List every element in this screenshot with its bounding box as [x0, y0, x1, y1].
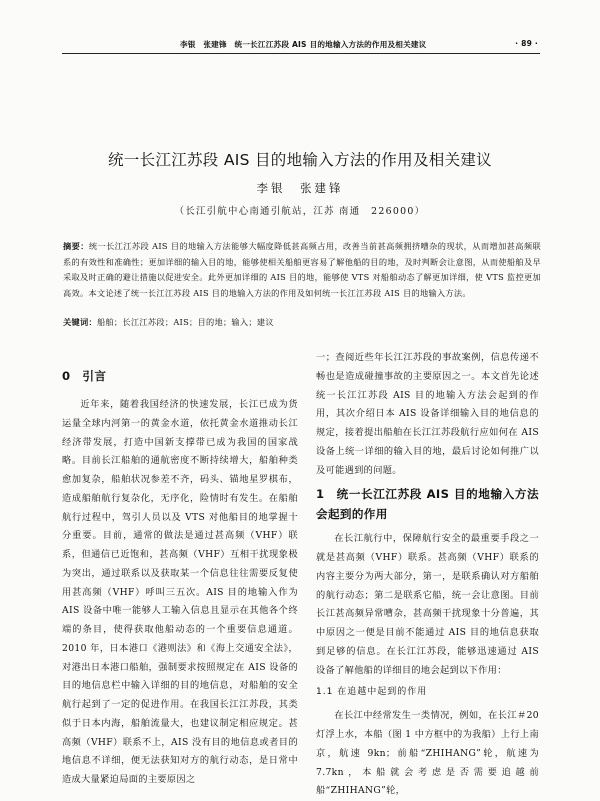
subsection-1-1-paragraph: 在长江中经常发生一类情况，例如，在长江＃20 灯浮上水，本船（图 1 中方框中的为我船）上行上南京，航速 9kn；前船“ZHIHANG”轮，航速为 7.7kn，本船就会考虑是否需要追越前船“ZHIHANG”轮， [316, 710, 539, 797]
keywords-text: 船舶；长江江苏段；AIS；目的地；输入；建议 [96, 317, 274, 327]
abstract [63, 239, 541, 301]
section-1-paragraph: 在长江航行中，保障航行安全的最重要手段之一就是甚高频（VHF）联系。甚高频（VHF）联系的内容主要分为两大部分，第一，是联系确认对方船舶的航行动态；第二是联系它船，统一会让意图。目前长江甚高频异常嘈杂，甚高频干扰现象十分普遍，其中原因之一便是目前不能通过 AIS 目的地信息获取到足够的信息。在长江江苏段，能够迅速通过 AIS 设备了解他船的详细目的地会起到以下作用： [316, 533, 539, 676]
article-affiliation: （长江引航中心南通引航站，江苏 南通 226000） [174, 206, 426, 217]
abstract-text: 统一长江江苏段 AIS 目的地输入方法能够大幅度降低甚高频占用，改善当前甚高频拥挤嘈杂的现状，从而增加甚高频联系的有效性和准确性；更加详细的输入目的地，能够使相关船舶更容易了解他船的目的地，及时判断会让意图，从而使船舶及早采取及时正确的避让措施以促进安全。此外更加详细的 AIS 目的地，能够使 VTS 对船舶动态了解更加详细，使 VTS 监控更加高效。本文论述了统一长江江苏段 AIS 目的地输入方法的作用及如何统一长江江苏段 AIS 目的地输入方法。 [63, 241, 541, 298]
keywords [63, 315, 541, 331]
subsection-number: 1.1 [316, 687, 334, 698]
article-authors: 李银 张建锋 [256, 181, 344, 195]
running-header [62, 36, 540, 54]
section-title: 引言 [82, 369, 107, 383]
section-heading-intro [62, 366, 298, 386]
page-number: · 89 · [515, 39, 538, 48]
running-title: 李银 张建锋 统一长江江苏段 AIS 目的地输入方法的作用及相关建议 [180, 40, 427, 49]
subsection-title: 在追越中起到的作用 [337, 687, 428, 698]
article-title: 统一长江江苏段 AIS 目的地输入方法的作用及相关建议 [108, 151, 492, 169]
left-column [62, 356, 298, 790]
abstract-label: 摘要： [63, 241, 89, 251]
section-heading-1 [316, 484, 539, 524]
intro-paragraph-continued: 一；查阅近些年长江江苏段的事故案例，信息传递不畅也是造成碰撞事故的主要原因之一。本文首先论述统一长江江苏段 AIS 目的地输入方法会起到的作用，其次介绍日本 AIS 设备详细输入目的地信息的规定，接着提出船舶在长江江苏段航行应如何在 AIS 设备上统一详细的输入目的地，最后讨论如何推广以及可能遇到的问题。 [316, 352, 539, 476]
section-number: 0 [62, 369, 71, 383]
section-title: 统一长江江苏段 AIS 目的地输入方法会起到的作用 [316, 487, 539, 522]
section-number: 1 [316, 487, 325, 502]
right-column [316, 349, 539, 801]
subsection-heading-1-1 [316, 683, 539, 701]
keywords-label: 关键词： [63, 317, 97, 327]
intro-paragraph: 近年来，随着我国经济的快速发展，长江已成为货运量全球内河第一的黄金水道，依托黄金水道推动长江经济带发展，打造中国新支撑带已成为我国的国家战略。目前长江船舶的通航密度不断持续增大，船舶种类愈加复杂，船舶状况参差不齐，码头、锚地星罗棋布，造成船舶航行复杂化，无序化，险情时有发生。在船舶航行过程中，驾引人员以及 VTS 对他船目的地掌握十分重要。目前，通常的做法是通过甚高频（VHF）联系，但通信已近饱和，甚高频（VHF）互相干扰现象极为突出，通过联系以及获取某一个信息往往需要反复使用甚高频（VHF）呼叫三五次。AIS 目的地输入作为 AIS 设备中唯一能够人工输入信息且显示在其他各个终端的条目，使得获取他船动态的一个重要信息通道。2010 年，日本港口《港则法》和《海上交通安全法》，对港出日本港口船舶，强制要求按照规定在 AIS 设备的目的地信息栏中输入详细的目的地信息，对船舶的安全航行起到了一定的促进作用。在我国长江江苏段，其类似于日本内海，船舶流量大，也建议制定相应规定。甚高频（VHF）联系不上，AIS 没有目的地信息或者目的地信息不详细，便无法获知对方的航行动态，是日常中造成大量紧迫局面的主要原因之 [62, 399, 298, 785]
